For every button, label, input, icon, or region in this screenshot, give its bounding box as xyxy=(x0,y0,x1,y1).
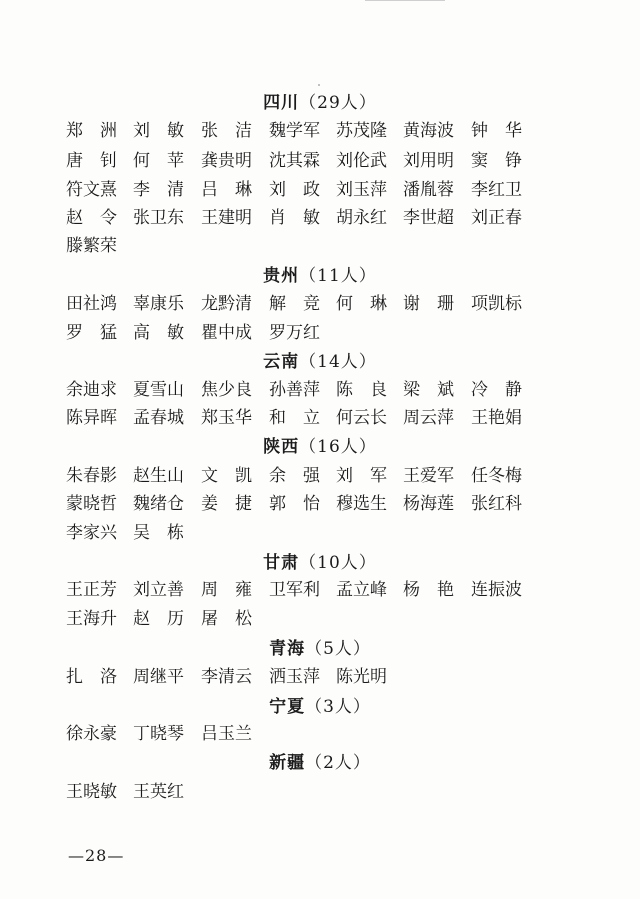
section-title: 宁夏 xyxy=(269,697,306,717)
name-row xyxy=(66,492,536,516)
person-name: 李 清 xyxy=(133,180,184,200)
person-name: 刘 军 xyxy=(336,466,387,486)
person-name: 余迪求 xyxy=(66,380,117,400)
section-count: （14人） xyxy=(299,352,377,372)
person-name: 孙善萍 xyxy=(269,380,320,400)
person-name: 李世超 xyxy=(403,208,454,228)
name-row xyxy=(66,149,536,173)
section-count: （3人） xyxy=(305,697,371,717)
name-row xyxy=(66,119,536,143)
section-title: 青海 xyxy=(269,639,306,659)
person-name: 焦少良 xyxy=(201,380,252,400)
person-name: 任冬梅 xyxy=(471,466,522,486)
person-name: 赵生山 xyxy=(133,466,184,486)
page-number: —28— xyxy=(68,846,125,865)
person-name: 屠 松 xyxy=(201,609,252,629)
section-title: 新疆 xyxy=(269,753,306,773)
name-row xyxy=(66,665,536,689)
person-name: 何 苹 xyxy=(133,151,184,171)
person-name: 罗 猛 xyxy=(66,323,117,343)
person-name: 高 敏 xyxy=(133,323,184,343)
person-name: 陈 良 xyxy=(336,380,387,400)
person-name: 唐 钊 xyxy=(66,151,117,171)
name-row xyxy=(66,378,536,402)
person-name: 朱春影 xyxy=(66,466,117,486)
person-name: 肖 敏 xyxy=(269,208,320,228)
person-name: 潘胤蓉 xyxy=(403,180,454,200)
person-name: 刘 政 xyxy=(269,180,320,200)
person-name: 丁晓琴 xyxy=(133,724,184,744)
person-name: 苏茂隆 xyxy=(336,121,387,141)
person-name: 沈其霖 xyxy=(269,151,320,171)
name-row xyxy=(66,206,536,230)
name-row xyxy=(66,292,536,316)
person-name: 夏雪山 xyxy=(133,380,184,400)
person-name: 王爱军 xyxy=(403,466,454,486)
person-name: 姜 捷 xyxy=(201,494,252,514)
person-name: 罗万红 xyxy=(269,323,320,343)
person-name: 刘用明 xyxy=(403,151,454,171)
person-name: 王建明 xyxy=(201,208,252,228)
section-count: （10人） xyxy=(299,553,377,573)
section-heading-guizhou xyxy=(0,265,640,287)
section-count: （5人） xyxy=(305,639,371,659)
section-heading-shaanxi xyxy=(0,436,640,458)
scan-dot xyxy=(318,84,320,86)
person-name: 李清云 xyxy=(201,667,252,687)
person-name: 连振波 xyxy=(471,580,522,600)
person-name: 郑玉华 xyxy=(201,408,252,428)
person-name: 文 凯 xyxy=(201,466,252,486)
person-name: 王晓敏 xyxy=(66,782,117,802)
person-name: 魏绪仓 xyxy=(133,494,184,514)
person-name: 张红科 xyxy=(471,494,522,514)
section-title: 甘肃 xyxy=(263,553,300,573)
person-name: 张卫东 xyxy=(133,208,184,228)
person-name: 何 琳 xyxy=(336,294,387,314)
person-name: 李红卫 xyxy=(471,180,522,200)
section-count: （29人） xyxy=(299,93,377,113)
person-name: 龙黔清 xyxy=(201,294,252,314)
scan-edge-mark xyxy=(365,0,445,1)
name-row xyxy=(66,321,536,345)
person-name: 卫军利 xyxy=(269,580,320,600)
person-name: 赵 历 xyxy=(133,609,184,629)
person-name: 蒙晓哲 xyxy=(66,494,117,514)
person-name: 赵 令 xyxy=(66,208,117,228)
person-name: 魏学军 xyxy=(269,121,320,141)
section-heading-gansu xyxy=(0,552,640,574)
person-name: 解 竞 xyxy=(269,294,320,314)
name-row xyxy=(66,607,536,631)
person-name: 杨海莲 xyxy=(403,494,454,514)
section-heading-ningxia xyxy=(0,696,640,718)
section-count: （2人） xyxy=(305,753,371,773)
section-title: 贵州 xyxy=(263,266,300,286)
name-row xyxy=(66,722,536,746)
person-name: 刘正春 xyxy=(471,208,522,228)
person-name: 陈异晖 xyxy=(66,408,117,428)
person-name: 扎 洛 xyxy=(66,667,117,687)
person-name: 刘玉萍 xyxy=(336,180,387,200)
section-count: （11人） xyxy=(299,266,377,286)
person-name: 陈光明 xyxy=(336,667,387,687)
person-name: 孟春城 xyxy=(133,408,184,428)
person-name: 吕玉兰 xyxy=(201,724,252,744)
person-name: 冷 静 xyxy=(471,380,522,400)
person-name: 辜康乐 xyxy=(133,294,184,314)
person-name: 梁 斌 xyxy=(403,380,454,400)
section-count: （16人） xyxy=(299,437,377,457)
person-name: 孟立峰 xyxy=(336,580,387,600)
person-name: 郑 洲 xyxy=(66,121,117,141)
person-name: 杨 艳 xyxy=(403,580,454,600)
person-name: 钟 华 xyxy=(471,121,522,141)
person-name: 窦 铮 xyxy=(471,151,522,171)
person-name: 项凯标 xyxy=(471,294,522,314)
section-title: 四川 xyxy=(263,93,300,113)
person-name: 龚贵明 xyxy=(201,151,252,171)
person-name: 余 强 xyxy=(269,466,320,486)
person-name: 徐永豪 xyxy=(66,724,117,744)
person-name: 刘 敏 xyxy=(133,121,184,141)
section-title: 云南 xyxy=(263,352,300,372)
person-name: 黄海波 xyxy=(403,121,454,141)
person-name: 刘伦武 xyxy=(336,151,387,171)
name-row xyxy=(66,406,536,430)
person-name: 刘立善 xyxy=(133,580,184,600)
person-name: 周 雍 xyxy=(201,580,252,600)
person-name: 周云萍 xyxy=(403,408,454,428)
person-name: 谢 珊 xyxy=(403,294,454,314)
person-name: 符文熹 xyxy=(66,180,117,200)
person-name: 王英红 xyxy=(133,782,184,802)
person-name: 滕繁荣 xyxy=(66,236,117,256)
section-heading-xinjiang xyxy=(0,752,640,774)
person-name: 王海升 xyxy=(66,609,117,629)
person-name: 田社鸿 xyxy=(66,294,117,314)
person-name: 王艳娟 xyxy=(471,408,522,428)
name-row xyxy=(66,464,536,488)
person-name: 郭 怡 xyxy=(269,494,320,514)
name-row xyxy=(66,234,536,258)
person-name: 吴 栋 xyxy=(133,523,184,543)
person-name: 王正芳 xyxy=(66,580,117,600)
person-name: 吕 琳 xyxy=(201,180,252,200)
person-name: 和 立 xyxy=(269,408,320,428)
person-name: 张 洁 xyxy=(201,121,252,141)
person-name: 瞿中成 xyxy=(201,323,252,343)
section-heading-yunnan xyxy=(0,351,640,373)
person-name: 何云长 xyxy=(336,408,387,428)
name-row xyxy=(66,178,536,202)
person-name: 李家兴 xyxy=(66,523,117,543)
name-row xyxy=(66,578,536,602)
name-row xyxy=(66,521,536,545)
section-heading-sichuan xyxy=(0,92,640,114)
person-name: 周继平 xyxy=(133,667,184,687)
person-name: 胡永红 xyxy=(336,208,387,228)
section-heading-qinghai xyxy=(0,638,640,660)
person-name: 穆选生 xyxy=(336,494,387,514)
person-name: 洒玉萍 xyxy=(269,667,320,687)
name-row xyxy=(66,780,536,804)
section-title: 陕西 xyxy=(263,437,300,457)
